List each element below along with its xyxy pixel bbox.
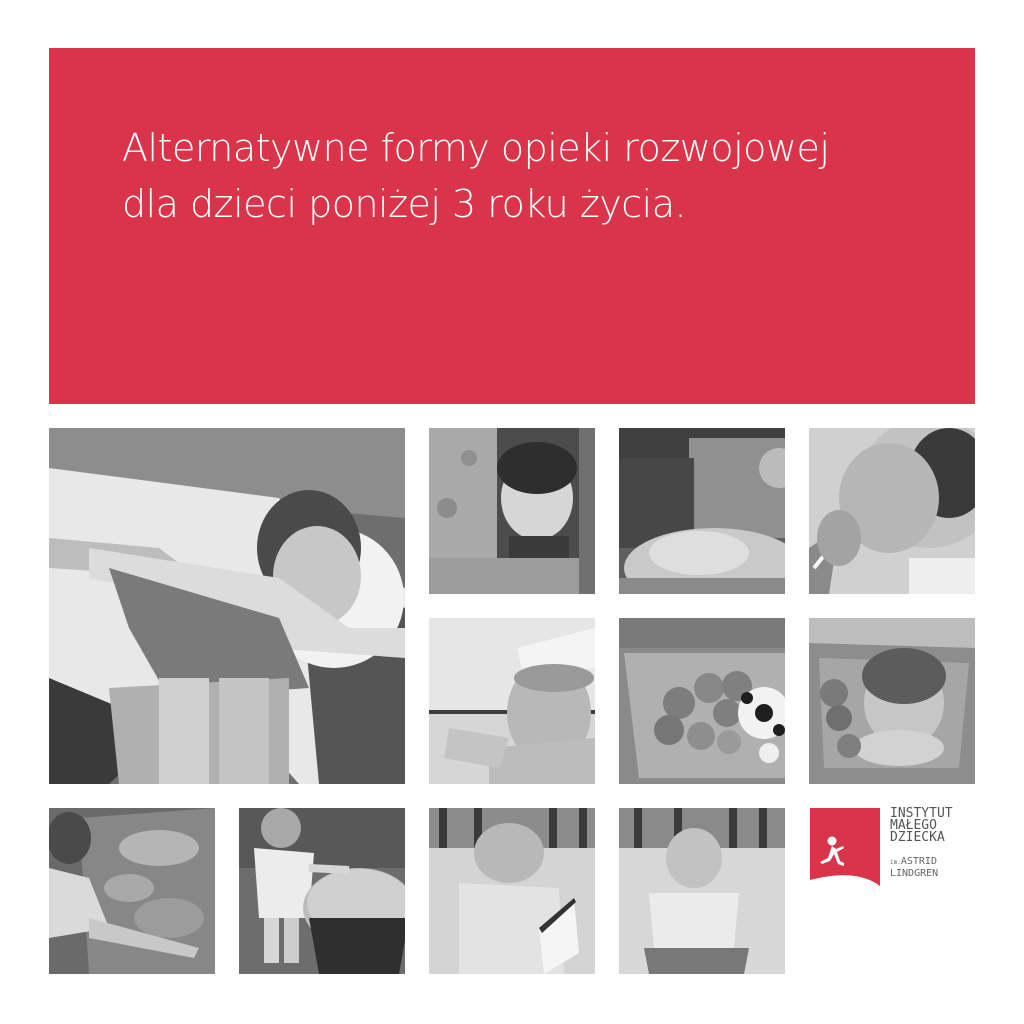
institute-patron — [890, 856, 938, 879]
photo-toddler-drum — [239, 808, 405, 974]
photo-bubble-wrap — [619, 428, 785, 594]
photo-ball-pit — [619, 618, 785, 784]
photo-boy-window — [429, 428, 595, 594]
institute-name-line3: DZIECKA — [890, 830, 945, 845]
patron-last-name: LINDGREN — [890, 868, 939, 879]
photo-girl-in-box — [49, 428, 405, 784]
photo-baby-book — [429, 808, 595, 974]
institute-logo — [810, 808, 980, 898]
institute-name — [890, 808, 953, 844]
institute-logo-mark — [810, 808, 880, 886]
page-title: Alternatywne formy opieki rozwojowej dla dzieci poniżej 3 roku życia. — [122, 126, 830, 226]
title-banner — [49, 48, 975, 404]
photo-baby-sitting — [619, 808, 785, 974]
photo-child-painting — [49, 808, 215, 974]
institute-name-line1: INSTYTUT — [890, 806, 953, 821]
photo-boy-paper-hat — [429, 618, 595, 784]
photo-child-straw — [809, 428, 975, 594]
institute-name-line2: MAŁEGO — [890, 818, 937, 833]
patron-prefix: im. — [890, 859, 901, 866]
photo-baby-in-tub — [809, 618, 975, 784]
patron-first-name: ASTRID — [900, 856, 937, 867]
